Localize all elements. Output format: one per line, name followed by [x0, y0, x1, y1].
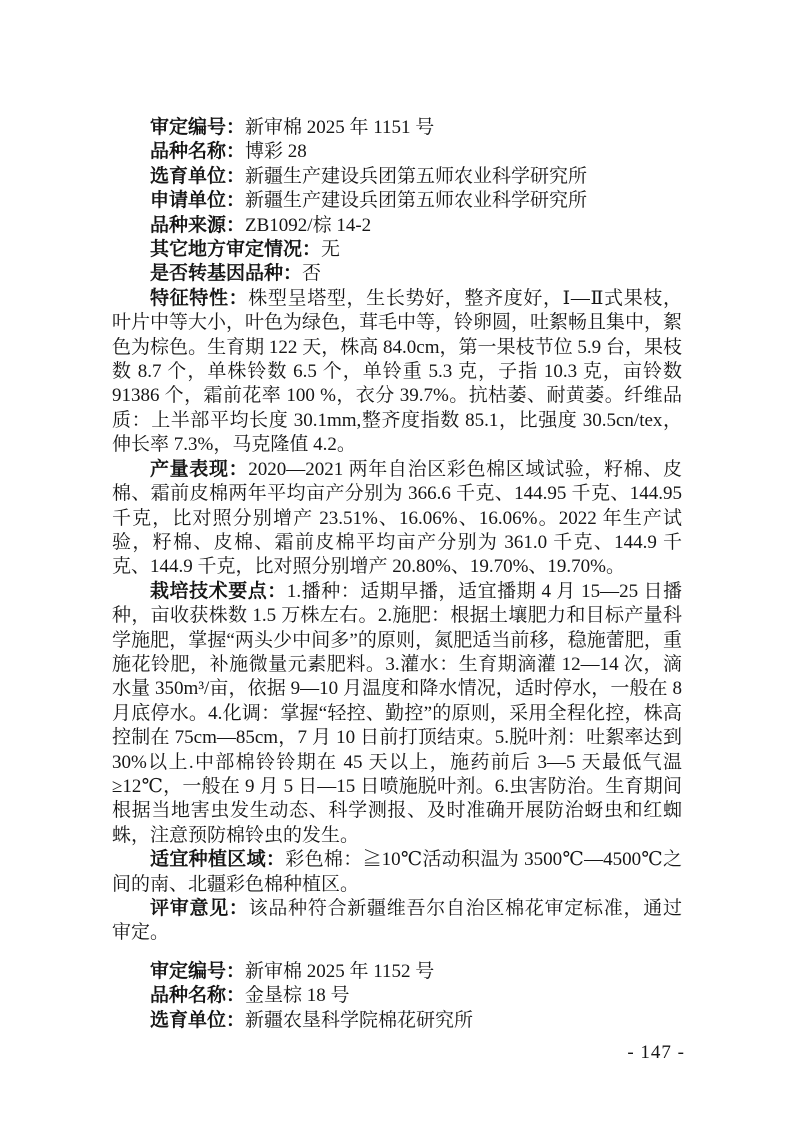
row-applicant-unit-label: 申请单位：: [150, 190, 246, 212]
para-review-opinion-text: 该品种符合新疆维吾尔自治区棉花审定标准，通过审定。: [112, 898, 682, 944]
row-approval-number-2-label: 审定编号：: [150, 960, 246, 982]
entry-divider: [112, 946, 682, 960]
row-breeding-unit: [112, 165, 682, 189]
row-variety-origin-label: 品种来源：: [150, 214, 246, 236]
para-cultivation-techniques-label: 栽培技术要点：: [150, 580, 287, 602]
row-approval-number: [112, 116, 682, 140]
row-breeding-unit-label: 选育单位：: [150, 165, 246, 187]
para-suitable-regions-label: 适宜种植区域：: [150, 849, 286, 871]
row-variety-origin-value: ZB1092/棕 14-2: [245, 214, 372, 236]
row-breeding-unit-2-label: 选育单位：: [150, 1009, 246, 1031]
row-applicant-unit-value: 新疆生产建设兵团第五师农业科学研究所: [245, 190, 588, 212]
para-characteristics-text: 株型呈塔型，生长势好，整齐度好，Ⅰ—Ⅱ式果枝，叶片中等大小，叶色为绿色，茸毛中等，铃卵圆，吐絮畅且集中，絮色为棕色。生育期 122 天，株高 84.0cm，第一果枝节位 5.9 台，果枝数 8.7 个，单株铃数 6.5 个，单铃重 5.3 克，子指 10.3 克，亩铃数 91386 个，霜前花率 100 %，衣分 39.7%。抗枯萎、耐黄萎。纤维品质：上半部平均长度 30.1mm,整齐度指数 85.1，比强度 30.5cn/tex，伸长率 7.3%，马克隆值 4.2。: [112, 287, 683, 456]
row-variety-origin: [112, 214, 682, 238]
para-suitable-regions: [112, 848, 682, 897]
row-approval-number-2-value: 新审棉 2025 年 1152 号: [245, 960, 435, 982]
row-breeding-unit-2-value: 新疆农垦科学院棉花研究所: [245, 1009, 474, 1031]
row-variety-name: [112, 140, 682, 164]
row-approval-number-2: [112, 960, 682, 984]
para-characteristics: [112, 287, 682, 458]
row-breeding-unit-2: [112, 1009, 682, 1033]
row-applicant-unit: [112, 189, 682, 213]
row-gmo-status-label: 是否转基因品种：: [150, 263, 303, 285]
para-review-opinion: [112, 897, 682, 946]
row-variety-name-2: [112, 984, 682, 1008]
para-yield-performance-text: 2020—2021 两年自治区彩色棉区域试验，籽棉、皮棉、霜前皮棉两年平均亩产分别为 366.6 千克、144.95 千克、144.95 千克，比对照分别增产 23.51%、16.06%、16.06%。2022 年生产试验，籽棉、皮棉、霜前皮棉平均亩产分别为 361.0 千克、144.9 千克、144.9 千克，比对照分别增产 20.80%、19.70%、19.70%。: [112, 458, 682, 578]
para-characteristics-label: 特征特性：: [150, 287, 249, 309]
para-cultivation-techniques: [112, 580, 682, 848]
document-content: [112, 116, 682, 1033]
row-gmo-status: [112, 262, 682, 286]
para-yield-performance: [112, 458, 682, 580]
page-number: - 147 -: [627, 1042, 685, 1063]
para-review-opinion-label: 评审意见：: [150, 898, 249, 919]
row-variety-name-value: 博彩 28: [245, 141, 307, 163]
row-variety-name-2-label: 品种名称：: [150, 985, 246, 1007]
row-approval-number-label: 审定编号：: [150, 117, 246, 138]
row-other-approval-status-label: 其它地方审定情况：: [150, 239, 322, 261]
row-other-approval-status: [112, 238, 682, 262]
para-yield-performance-label: 产量表现：: [150, 458, 249, 480]
row-variety-name-2-value: 金垦棕 18 号: [245, 985, 350, 1007]
para-suitable-regions-text: 彩色棉：≧10℃活动积温为 3500℃—4500℃之间的南、北疆彩色棉种植区。: [112, 849, 682, 895]
row-breeding-unit-value: 新疆生产建设兵团第五师农业科学研究所: [245, 165, 588, 187]
row-gmo-status-value: 否: [302, 263, 322, 285]
para-cultivation-techniques-text: 1.播种：适期早播，适宜播期 4 月 15—25 日播种，亩收获株数 1.5 万株左右。2.施肥：根据土壤肥力和目标产量科学施肥，掌握“两头少中间多”的原则，氮肥适当前移，稳施蕾肥，重施花铃肥，补施微量元素肥料。3.灌水：生育期滴灌 12—14 次，滴水量 350m³/亩，依据 9—10 月温度和降水情况，适时停水，一般在 8 月底停水。4.化调：掌握“轻控、勤控”的原则，采用全程化控，株高控制在 75cm—85cm，7 月 10 日前打顶结束。5.脱叶剂：吐絮率达到 30%以上.中部棉铃铃期在 45 天以上，施药前后 3—5 天最低气温≥12℃，一般在 9 月 5 日—15 日喷施脱叶剂。6.虫害防治。生育期间根据当地害虫发生动态、科学测报、及时准确开展防治蚜虫和红蜘蛛，注意预防棉铃虫的发生。: [112, 580, 682, 846]
row-other-approval-status-value: 无: [321, 239, 341, 261]
row-variety-name-label: 品种名称：: [150, 141, 246, 163]
row-approval-number-value: 新审棉 2025 年 1151 号: [245, 117, 435, 138]
